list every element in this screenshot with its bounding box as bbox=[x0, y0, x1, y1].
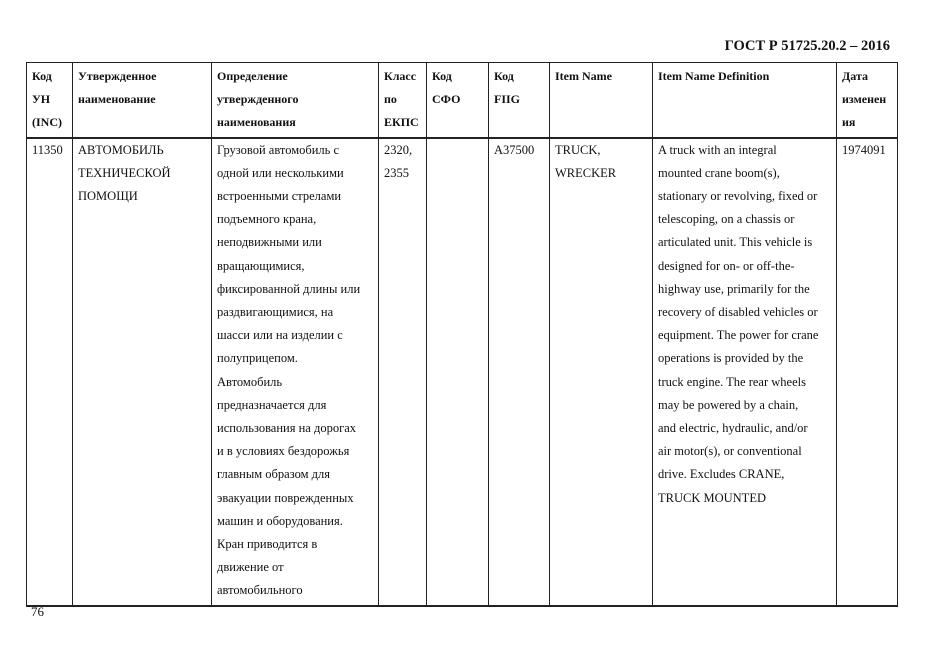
text-line: articulated unit. This vehicle is bbox=[658, 235, 813, 250]
cell-inc-code bbox=[27, 138, 73, 606]
text-line: WRECKER bbox=[555, 165, 617, 180]
cell-fiig-code bbox=[489, 138, 550, 606]
text-line: may be powered by a chain, bbox=[658, 397, 799, 412]
text-line: 11350 bbox=[32, 142, 63, 157]
table-row bbox=[27, 138, 898, 606]
text-line: Item Name bbox=[555, 69, 612, 83]
text-line: A37500 bbox=[494, 142, 535, 157]
text-line: встроенными стрелами bbox=[217, 189, 342, 204]
text-line: движение от bbox=[217, 560, 284, 575]
text-line: Дата bbox=[842, 69, 868, 83]
text-line: recovery of disabled vehicles or bbox=[658, 305, 818, 320]
text-line: вращающимися, bbox=[217, 258, 305, 273]
cell-approved-name bbox=[73, 138, 212, 606]
text-line: машин и оборудования. bbox=[217, 513, 343, 528]
text-line: ТЕХНИЧЕСКОЙ bbox=[78, 165, 171, 180]
cell-ekps-class bbox=[379, 138, 427, 606]
header-item-name bbox=[550, 63, 653, 138]
text-line: 2355 bbox=[384, 165, 409, 180]
cell-item-name-definition bbox=[653, 138, 837, 606]
text-line: equipment. The power for crane bbox=[658, 328, 819, 343]
text-line: СФО bbox=[432, 92, 461, 107]
text-line: ЕКПС bbox=[384, 115, 419, 130]
item-name-table bbox=[26, 62, 898, 607]
text-line: and electric, hydraulic, and/or bbox=[658, 421, 808, 436]
text-line: Определение bbox=[217, 69, 288, 83]
header-item-name-definition bbox=[653, 63, 837, 138]
text-line: подъемного крана, bbox=[217, 212, 317, 227]
text-line: mounted crane boom(s), bbox=[658, 165, 780, 180]
text-line: Код bbox=[432, 69, 452, 83]
text-line: ия bbox=[842, 115, 856, 130]
text-line: изменен bbox=[842, 92, 887, 107]
text-line: operations is provided by the bbox=[658, 351, 804, 366]
text-line: использования на дорогах bbox=[217, 421, 357, 436]
text-line: Код bbox=[32, 69, 52, 83]
text-line: предназначается для bbox=[217, 397, 327, 412]
header-definition bbox=[212, 63, 379, 138]
text-line: Грузовой автомобиль с bbox=[217, 142, 340, 157]
document-header-title: ГОСТ Р 51725.20.2 – 2016 bbox=[724, 38, 890, 54]
header-sfo-code bbox=[427, 63, 489, 138]
text-line: УН bbox=[32, 92, 51, 107]
text-line: фиксированной длины или bbox=[217, 281, 361, 296]
text-line: TRUCK MOUNTED bbox=[658, 490, 766, 505]
header-inc-code bbox=[27, 63, 73, 138]
text-line: и в условиях бездорожья bbox=[217, 444, 350, 459]
text-line: ПОМОЩИ bbox=[78, 189, 138, 204]
text-line: (INC) bbox=[32, 115, 62, 130]
cell-change-date bbox=[837, 138, 898, 606]
text-line: 1974091 bbox=[842, 142, 886, 157]
text-line: highway use, primarily for the bbox=[658, 281, 810, 296]
text-line: TRUCK, bbox=[555, 142, 601, 157]
text-line: шасси или на изделии с bbox=[217, 328, 343, 343]
text-line: по bbox=[384, 92, 397, 107]
header-ekps-class bbox=[379, 63, 427, 138]
text-line: drive. Excludes CRANE, bbox=[658, 467, 785, 482]
text-line: truck engine. The rear wheels bbox=[658, 374, 806, 389]
text-line: раздвигающимися, на bbox=[217, 305, 334, 320]
text-line: Утвержденное bbox=[78, 69, 157, 83]
text-line: АВТОМОБИЛЬ bbox=[78, 142, 164, 157]
text-line: A truck with an integral bbox=[658, 142, 777, 157]
text-line: эвакуации поврежденных bbox=[217, 490, 354, 505]
text-line: telescoping, on a chassis or bbox=[658, 212, 795, 227]
text-line: утвержденного bbox=[217, 92, 299, 107]
text-line: Класс bbox=[384, 69, 417, 83]
text-line: Код bbox=[494, 69, 514, 83]
text-line: автомобильного bbox=[217, 583, 303, 598]
text-line: designed for on- or off-the- bbox=[658, 258, 795, 273]
text-line: Автомобиль bbox=[217, 374, 283, 389]
text-line: одной или несколькими bbox=[217, 165, 344, 180]
text-line: полуприцепом. bbox=[217, 351, 298, 366]
text-line: 2320, bbox=[384, 142, 413, 157]
text-line: наименования bbox=[217, 115, 296, 130]
header-approved-name bbox=[73, 63, 212, 138]
text-line: неподвижными или bbox=[217, 235, 322, 250]
text-line: FIIG bbox=[494, 92, 521, 107]
cell-definition bbox=[212, 138, 379, 606]
text-line: air motor(s), or conventional bbox=[658, 444, 802, 459]
page-number: 76 bbox=[31, 604, 44, 619]
header-change-date bbox=[837, 63, 898, 138]
header-fiig-code bbox=[489, 63, 550, 138]
text-line: Item Name Definition bbox=[658, 69, 770, 83]
table-header-row bbox=[27, 63, 898, 138]
text-line: наименование bbox=[78, 92, 156, 107]
cell-sfo-code bbox=[427, 138, 489, 606]
text-line: Кран приводится в bbox=[217, 537, 318, 552]
cell-item-name bbox=[550, 138, 653, 606]
text-line: главным образом для bbox=[217, 467, 330, 482]
text-line: stationary or revolving, fixed or bbox=[658, 189, 818, 204]
